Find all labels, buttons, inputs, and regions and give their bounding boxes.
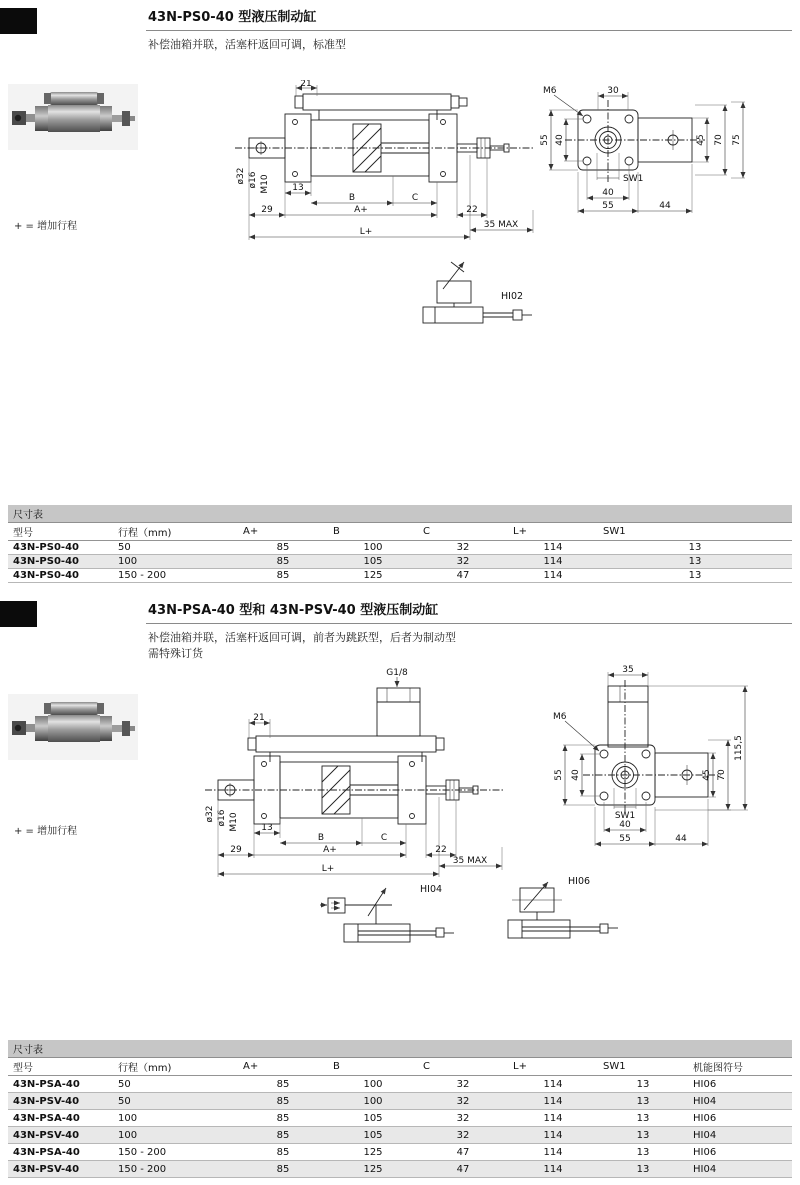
dim-aplus: A+	[323, 845, 337, 855]
cell-value: 32	[418, 541, 508, 555]
cell-model: 43N-PSV-40	[8, 1127, 113, 1144]
cell-value: 125	[328, 1161, 418, 1178]
cell-value: 85	[238, 1110, 328, 1127]
cell-stroke: 100	[113, 555, 238, 569]
cell-value: 47	[418, 1144, 508, 1161]
dim-115-5: 115,5	[734, 735, 744, 761]
col-header: 行程（mm)	[113, 1058, 238, 1076]
dim-45: 45	[702, 769, 712, 781]
dim-lplus: L+	[321, 864, 335, 874]
col-header: L+	[508, 523, 598, 541]
dim-35: 35	[622, 665, 634, 675]
dim-b: B	[317, 833, 325, 843]
cell-value: 13	[598, 541, 792, 555]
cell-value: 105	[328, 1127, 418, 1144]
cylinder-geometry	[205, 688, 505, 827]
col-header: A+	[238, 523, 328, 541]
end-view-drawing	[535, 80, 795, 220]
cell-value: 125	[328, 1144, 418, 1161]
table-row	[8, 1076, 792, 1093]
flange-geometry	[583, 680, 721, 814]
dim-c: C	[380, 833, 388, 843]
dim-45: 45	[696, 134, 706, 146]
cell-symbol: HI06	[688, 1110, 792, 1127]
flange-geometry	[565, 100, 705, 184]
cell-value: 114	[508, 1144, 598, 1161]
dim-55-bottom: 55	[602, 201, 614, 211]
cylinder-geometry	[235, 94, 533, 182]
col-header: C	[418, 1058, 508, 1076]
dim-m6: M6	[543, 86, 557, 96]
dim-70: 70	[717, 769, 727, 781]
symbol-hi02	[415, 255, 550, 340]
col-header: A+	[238, 1058, 328, 1076]
col-header: 机能图符号	[688, 1058, 792, 1076]
table-row	[8, 541, 792, 555]
end-view-drawing	[535, 662, 795, 854]
cell-model: 43N-PSV-40	[8, 1161, 113, 1178]
dim-70: 70	[714, 134, 724, 146]
cell-value: 32	[418, 1127, 508, 1144]
side-view-drawing	[185, 80, 540, 255]
cell-value: 32	[418, 1093, 508, 1110]
cell-model: 43N-PSA-40	[8, 1076, 113, 1093]
cell-model: 43N-PS0-40	[8, 541, 113, 555]
cell-model: 43N-PSA-40	[8, 1144, 113, 1161]
dimensions	[553, 665, 748, 846]
cell-value: 85	[238, 1076, 328, 1093]
table-caption: 尺寸表	[8, 505, 792, 523]
cell-value: 114	[508, 555, 598, 569]
cell-model: 43N-PSA-40	[8, 1110, 113, 1127]
cell-value: 13	[598, 1076, 688, 1093]
dim-sw1: SW1	[614, 811, 636, 821]
cell-value: 100	[328, 541, 418, 555]
cell-stroke: 100	[113, 1110, 238, 1127]
section-subtitle: 补偿油箱并联，活塞杆返回可调，前者为跳跃型，后者为制动型	[148, 631, 456, 644]
symbol-label: HI04	[420, 884, 443, 895]
col-header: SW1	[598, 523, 792, 541]
dim-21: 21	[300, 80, 312, 89]
cell-value: 47	[418, 1161, 508, 1178]
dim-13: 13	[261, 823, 273, 833]
cell-value: 114	[508, 1076, 598, 1093]
cell-value: 100	[328, 1076, 418, 1093]
title-rule	[146, 623, 792, 624]
cell-stroke: 150 - 200	[113, 569, 238, 583]
section-title: 43N-PS0-40 型液压制动缸	[148, 10, 317, 25]
product-photo	[8, 84, 138, 150]
dimension-table	[8, 1040, 792, 1178]
dim-40-bottom: 40	[619, 820, 631, 830]
cell-value: 105	[328, 1110, 418, 1127]
stroke-note: + = 增加行程	[14, 826, 78, 837]
cell-stroke: 150 - 200	[113, 1161, 238, 1178]
symbol-geometry	[508, 882, 618, 938]
col-header: L+	[508, 1058, 598, 1076]
title-rule	[146, 30, 792, 31]
cell-value: 32	[418, 1076, 508, 1093]
cell-value: 13	[598, 569, 792, 583]
cell-value: 85	[238, 1093, 328, 1110]
cell-symbol: HI04	[688, 1093, 792, 1110]
cell-value: 114	[508, 1127, 598, 1144]
symbol-hi06	[500, 872, 630, 957]
cell-value: 114	[508, 569, 598, 583]
table-row	[8, 1161, 792, 1178]
cell-value: 125	[328, 569, 418, 583]
dim-m6: M6	[553, 712, 567, 722]
cell-value: 13	[598, 1110, 688, 1127]
dim-40-left: 40	[555, 134, 565, 146]
table-header-row	[8, 523, 792, 541]
dim-22: 22	[435, 845, 447, 855]
cell-value: 114	[508, 1093, 598, 1110]
dim-dia16: ø16	[217, 809, 227, 827]
dim-40-left: 40	[571, 769, 581, 781]
col-header: SW1	[598, 1058, 688, 1076]
dim-13: 13	[292, 183, 304, 193]
section-psa-psv	[0, 595, 800, 1185]
dim-21: 21	[253, 713, 265, 723]
col-header: 行程（mm)	[113, 523, 238, 541]
cell-value: 114	[508, 541, 598, 555]
table-header-row	[8, 1058, 792, 1076]
dim-aplus: A+	[354, 205, 368, 215]
cell-stroke: 50	[113, 1076, 238, 1093]
cell-value: 13	[598, 1161, 688, 1178]
cell-value: 114	[508, 1110, 598, 1127]
cell-stroke: 150 - 200	[113, 1144, 238, 1161]
cell-value: 114	[508, 1161, 598, 1178]
col-header: 型号	[8, 523, 113, 541]
symbol-label: HI06	[568, 876, 591, 887]
cell-model: 43N-PS0-40	[8, 569, 113, 583]
dim-b: B	[348, 193, 356, 203]
dim-lplus: L+	[359, 227, 373, 237]
table-caption: 尺寸表	[8, 1040, 792, 1058]
col-header: B	[328, 523, 418, 541]
symbol-hi04	[318, 878, 468, 958]
cell-value: 32	[418, 555, 508, 569]
cell-stroke: 50	[113, 541, 238, 555]
section-subtitle: 补偿油箱并联，活塞杆返回可调，标准型	[148, 38, 346, 51]
dimension-table	[8, 505, 792, 583]
table-row	[8, 1127, 792, 1144]
section-title: 43N-PSA-40 型和 43N-PSV-40 型液压制动缸	[148, 603, 439, 618]
table-row	[8, 1093, 792, 1110]
cell-stroke: 50	[113, 1093, 238, 1110]
dim-dia16: ø16	[248, 171, 258, 189]
dim-55-left: 55	[540, 134, 550, 146]
cell-stroke: 100	[113, 1127, 238, 1144]
cell-value: 13	[598, 1093, 688, 1110]
dim-75: 75	[732, 134, 742, 146]
dim-g18: G1/8	[386, 668, 408, 678]
cell-value: 85	[238, 1144, 328, 1161]
dim-dia32: ø32	[236, 167, 246, 185]
dim-40-bottom: 40	[602, 188, 614, 198]
dim-55-bottom: 55	[619, 834, 631, 844]
cell-value: 13	[598, 555, 792, 569]
dim-sw1: SW1	[623, 174, 644, 184]
cell-value: 85	[238, 569, 328, 583]
dim-55-left: 55	[554, 769, 564, 781]
stroke-note: + = 增加行程	[14, 221, 78, 232]
col-header: B	[328, 1058, 418, 1076]
col-header: 型号	[8, 1058, 113, 1076]
cell-value: 105	[328, 555, 418, 569]
dimensions	[540, 86, 745, 213]
section-marker	[0, 8, 37, 34]
dim-35max: 35 MAX	[452, 856, 488, 866]
cell-value: 47	[418, 569, 508, 583]
cell-model: 43N-PSV-40	[8, 1093, 113, 1110]
dim-c: C	[411, 193, 419, 203]
dim-35max: 35 MAX	[483, 220, 519, 230]
product-photo	[8, 694, 138, 760]
section-marker	[0, 601, 37, 627]
cell-value: 85	[238, 1127, 328, 1144]
dim-30: 30	[607, 86, 619, 96]
dim-22: 22	[466, 205, 478, 215]
cell-symbol: HI06	[688, 1076, 792, 1093]
section-subtitle-2: 需特殊订货	[148, 647, 203, 660]
table-row	[8, 1144, 792, 1161]
cell-symbol: HI06	[688, 1144, 792, 1161]
cell-value: 32	[418, 1110, 508, 1127]
cell-value: 85	[238, 1161, 328, 1178]
cell-value: 85	[238, 541, 328, 555]
cell-value: 13	[598, 1127, 688, 1144]
table-row	[8, 1110, 792, 1127]
symbol-geometry	[320, 888, 454, 942]
cell-symbol: HI04	[688, 1127, 792, 1144]
dimensions	[205, 668, 502, 877]
dim-dia32: ø32	[205, 805, 215, 823]
dim-29: 29	[230, 845, 242, 855]
dim-44: 44	[675, 834, 687, 844]
table-row	[8, 555, 792, 569]
dim-44: 44	[659, 201, 671, 211]
cell-model: 43N-PS0-40	[8, 555, 113, 569]
cell-symbol: HI04	[688, 1161, 792, 1178]
col-header: C	[418, 523, 508, 541]
table-row	[8, 569, 792, 583]
dim-m10: M10	[260, 174, 270, 194]
cell-value: 100	[328, 1093, 418, 1110]
dim-m10: M10	[229, 812, 239, 832]
dim-29: 29	[261, 205, 273, 215]
cell-value: 85	[238, 555, 328, 569]
dimensions	[236, 80, 533, 240]
symbol-label: HI02	[501, 291, 524, 302]
cell-value: 13	[598, 1144, 688, 1161]
side-view-drawing	[160, 662, 540, 880]
